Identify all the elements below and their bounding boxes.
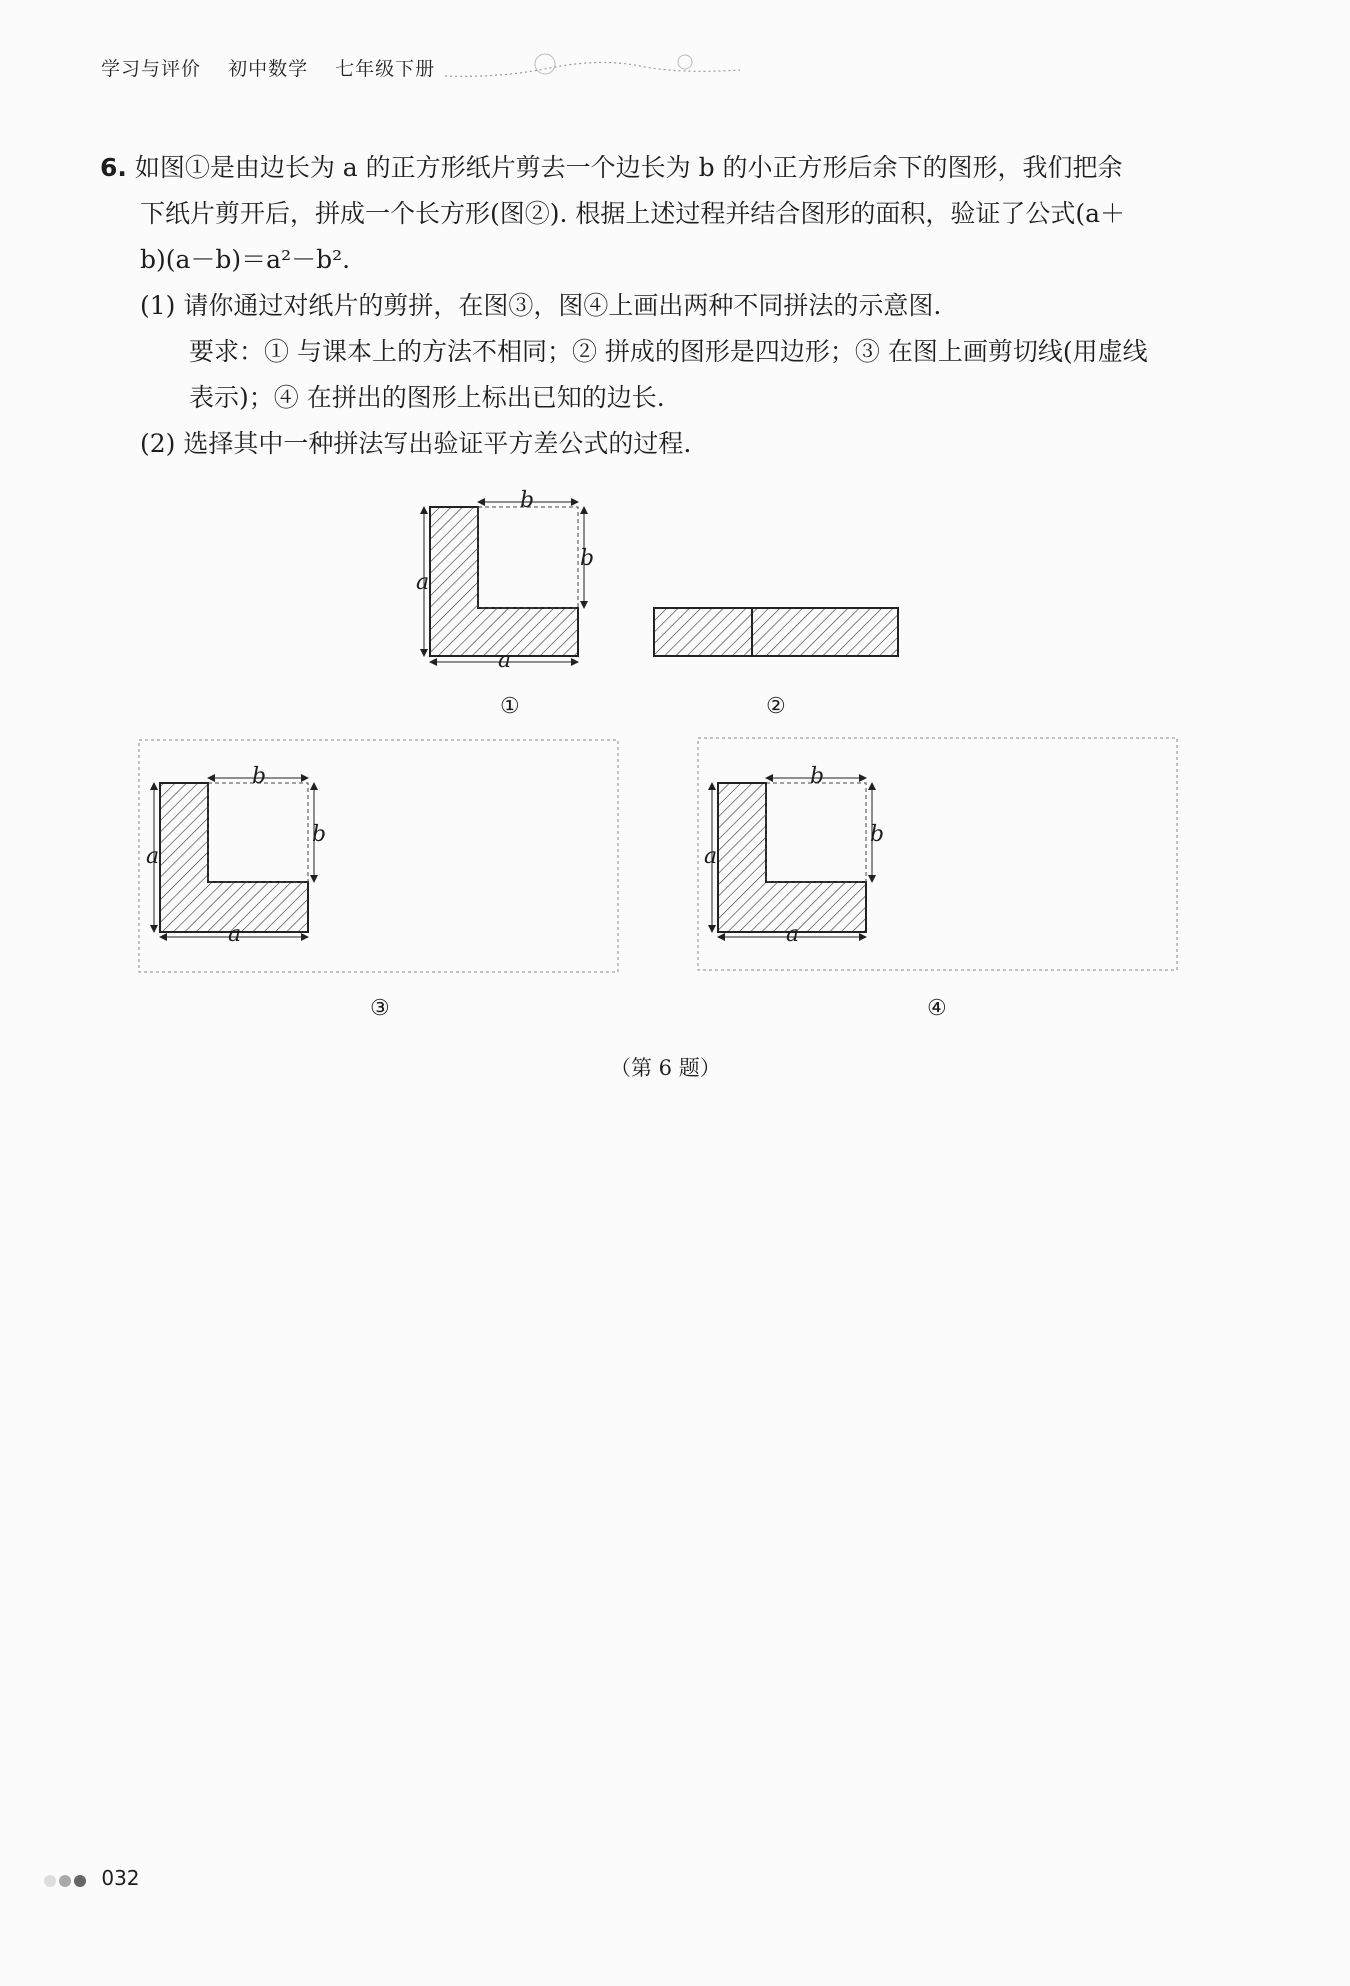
footer-dots-icon (44, 1868, 89, 1892)
grade: 七年级下册 (335, 58, 436, 80)
fig3-label-a-left: a (146, 844, 160, 869)
figure-2 (654, 608, 898, 656)
figure-2-number: ② (766, 694, 786, 719)
fig1-label-a-left: a (416, 570, 430, 595)
part-1: (1) 请你通过对纸片的剪拼，在图③，图④上画出两种不同拼法的示意图. (140, 291, 942, 320)
figure-3 (154, 778, 314, 937)
running-header (101, 54, 455, 81)
problem-line-2: 下纸片剪开后，拼成一个长方形(图②). 根据上述过程并结合图形的面积，验证了公式(a＋ (140, 199, 1126, 228)
requirement-1: 要求：① 与课本上的方法不相同；② 拼成的图形是四边形；③ 在图上画剪切线(用虚线 (189, 337, 1148, 366)
fig1-label-b-top: b (520, 488, 535, 513)
figure-4 (712, 778, 872, 937)
fig4-label-a-left: a (704, 844, 718, 869)
figure-1-number: ① (500, 694, 520, 719)
subject: 初中数学 (228, 58, 309, 80)
fig3-label-b-top: b (252, 764, 267, 789)
fig3-label-b-right: b (312, 822, 327, 847)
page-number: 032 (101, 1866, 140, 1890)
figure-3-number: ③ (370, 996, 390, 1021)
problem-number: 6. (100, 153, 127, 182)
header-decoration (440, 48, 740, 88)
page-footer (44, 1866, 140, 1892)
figures-area (0, 460, 1350, 1560)
figure-4-box (698, 738, 1177, 970)
fig3-label-a-bottom: a (228, 922, 242, 947)
problem-line-3: b)(a－b)＝a²－b². (140, 245, 351, 274)
figure-4-number: ④ (927, 996, 947, 1021)
fig1-label-b-right: b (580, 546, 595, 571)
figure-caption: （第 6 题） (610, 1056, 721, 1080)
fig4-label-b-top: b (810, 764, 825, 789)
fig4-label-a-bottom: a (786, 922, 800, 947)
problem-line-1: 如图①是由边长为 a 的正方形纸片剪去一个边长为 b 的小正方形后余下的图形，我们把余 (134, 153, 1123, 182)
requirement-2: 表示)；④ 在拼出的图形上标出已知的边长. (189, 383, 665, 412)
fig4-label-b-right: b (870, 822, 885, 847)
fig1-label-a-bottom: a (498, 648, 512, 673)
part-2: (2) 选择其中一种拼法写出验证平方差公式的过程. (140, 429, 692, 458)
figure-1 (424, 502, 584, 662)
book-title: 学习与评价 (101, 58, 202, 80)
